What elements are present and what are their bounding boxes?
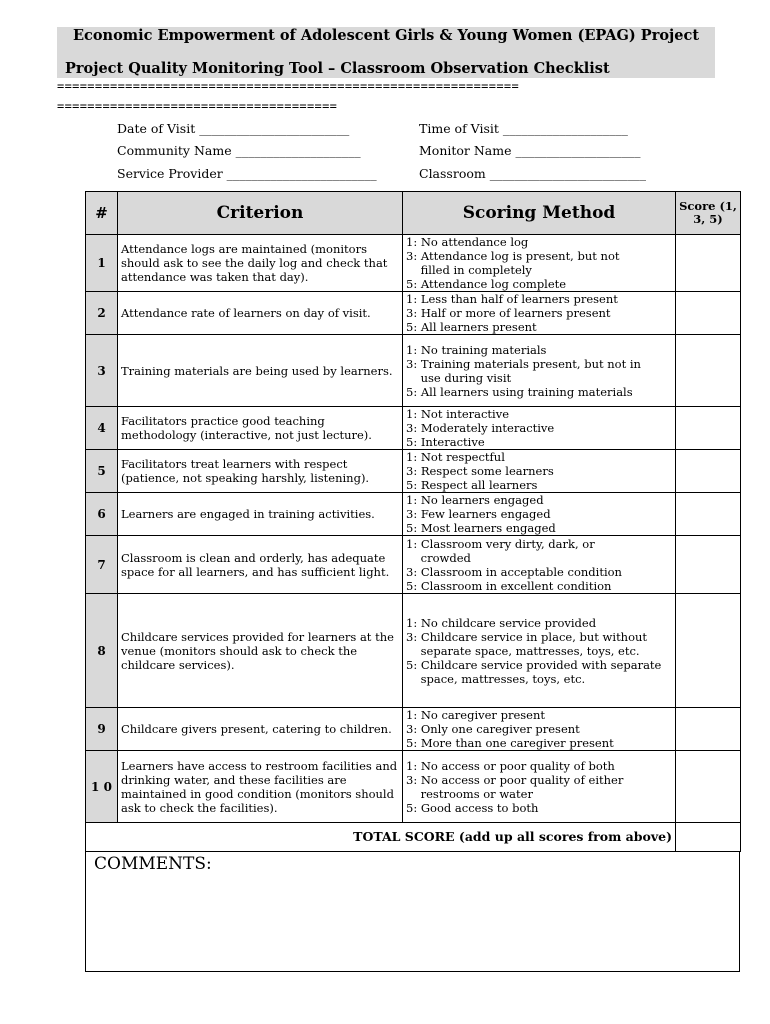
separator-rule-2: ===================================== — [57, 99, 338, 113]
header-scoring-method: Scoring Method — [403, 192, 676, 235]
separator-rule-1: ============================================================= — [57, 79, 520, 93]
service-provider-field[interactable]: Service Provider ________________________ — [117, 166, 377, 181]
row-score-cell[interactable] — [676, 292, 741, 335]
row-scoring-method: 1: No learners engaged 3: Few learners engaged 5: Most learners engaged — [406, 493, 556, 535]
row-number: 8 — [86, 594, 118, 708]
table-row — [86, 493, 741, 536]
document-subtitle: Project Quality Monitoring Tool – Classroom Observation Checklist — [65, 60, 610, 77]
community-name-field[interactable]: Community Name ____________________ — [117, 143, 361, 158]
row-number: 1 — [86, 235, 118, 292]
row-scoring-method: 1: No childcare service provided 3: Childcare service in place, but without separate space, mattresses, toys, etc. 5: Childcare service provided with separate space, mattresses, toys, etc. — [406, 615, 662, 686]
row-scoring-method: 1: Less than half of learners present 3: Half or more of learners present 5: All learners present — [406, 292, 618, 334]
row-scoring-method: 1: Not interactive 3: Moderately interactive 5: Interactive — [406, 407, 555, 449]
row-scoring-method: 1: Classroom very dirty, dark, or crowded 3: Classroom in acceptable condition 5: Classroom in excellent condition — [406, 536, 622, 593]
row-number: 3 — [86, 335, 118, 407]
row-criterion: Facilitators treat learners with respect (patience, not speaking harshly, listening). — [118, 450, 403, 493]
table-row — [86, 450, 741, 493]
row-criterion: Training materials are being used by learners. — [118, 335, 403, 407]
row-number: 5 — [86, 450, 118, 493]
table-header-row — [86, 192, 741, 235]
header-criterion: Criterion — [118, 192, 403, 235]
row-score-cell[interactable] — [676, 536, 741, 594]
total-score-row — [86, 823, 741, 852]
table-row — [86, 335, 741, 407]
row-score-cell[interactable] — [676, 235, 741, 292]
observation-checklist-table — [85, 191, 741, 852]
row-scoring-method: 1: No access or poor quality of both 3: No access or poor quality of either restrooms or water 5: Good access to both — [406, 758, 624, 815]
table-row — [86, 292, 741, 335]
table-row — [86, 536, 741, 594]
comments-box[interactable] — [85, 852, 740, 972]
table-row — [86, 708, 741, 751]
date-of-visit-field[interactable]: Date of Visit ________________________ — [117, 121, 350, 136]
header-score: Score (1, 3, 5) — [676, 192, 741, 235]
row-score-cell[interactable] — [676, 493, 741, 536]
total-score-cell[interactable] — [676, 823, 741, 852]
row-criterion: Learners are engaged in training activities. — [118, 493, 403, 536]
row-score-cell[interactable] — [676, 751, 741, 823]
row-scoring-method: 1: No training materials 3: Training materials present, but not in use during visit 5: All learners using training materials — [406, 342, 641, 399]
row-score-cell[interactable] — [676, 450, 741, 493]
row-criterion: Attendance logs are maintained (monitors should ask to see the daily log and check that attendance was taken that day). — [118, 235, 403, 292]
row-score-cell[interactable] — [676, 594, 741, 708]
table-row — [86, 235, 741, 292]
time-of-visit-field[interactable]: Time of Visit ____________________ — [419, 121, 628, 136]
row-scoring-method: 1: No caregiver present 3: Only one caregiver present 5: More than one caregiver present — [406, 708, 614, 750]
row-criterion: Attendance rate of learners on day of visit. — [118, 292, 403, 335]
row-number: 2 — [86, 292, 118, 335]
comments-label: COMMENTS: — [94, 854, 212, 874]
row-criterion: Childcare services provided for learners at the venue (monitors should ask to check the childcare services). — [118, 594, 403, 708]
row-scoring-method: 1: Not respectful 3: Respect some learners 5: Respect all learners — [406, 450, 554, 492]
row-criterion: Classroom is clean and orderly, has adequate space for all learners, and has sufficient light. — [118, 536, 403, 594]
monitor-name-field[interactable]: Monitor Name ____________________ — [419, 143, 641, 158]
table-row — [86, 594, 741, 708]
document-title: Economic Empowerment of Adolescent Girls & Young Women (EPAG) Project — [72, 27, 700, 44]
row-score-cell[interactable] — [676, 335, 741, 407]
row-criterion: Facilitators practice good teaching methodology (interactive, not just lecture). — [118, 407, 403, 450]
row-score-cell[interactable] — [676, 708, 741, 751]
row-number: 4 — [86, 407, 118, 450]
header-number: # — [86, 192, 118, 235]
table-row — [86, 407, 741, 450]
row-criterion: Childcare givers present, catering to children. — [118, 708, 403, 751]
row-number: 9 — [86, 708, 118, 751]
row-criterion: Learners have access to restroom facilities and drinking water, and these facilities are maintained in good condition (monitors should ask to check the facilities). — [118, 751, 403, 823]
row-scoring-method: 1: No attendance log 3: Attendance log is present, but not filled in completely 5: Attendance log complete — [406, 235, 620, 291]
row-number: 7 — [86, 536, 118, 594]
row-score-cell[interactable] — [676, 407, 741, 450]
row-number: 6 — [86, 493, 118, 536]
classroom-field[interactable]: Classroom _________________________ — [419, 166, 646, 181]
table-row — [86, 751, 741, 823]
total-score-label: TOTAL SCORE (add up all scores from above) — [86, 823, 676, 852]
row-number: 1 0 — [86, 751, 118, 823]
